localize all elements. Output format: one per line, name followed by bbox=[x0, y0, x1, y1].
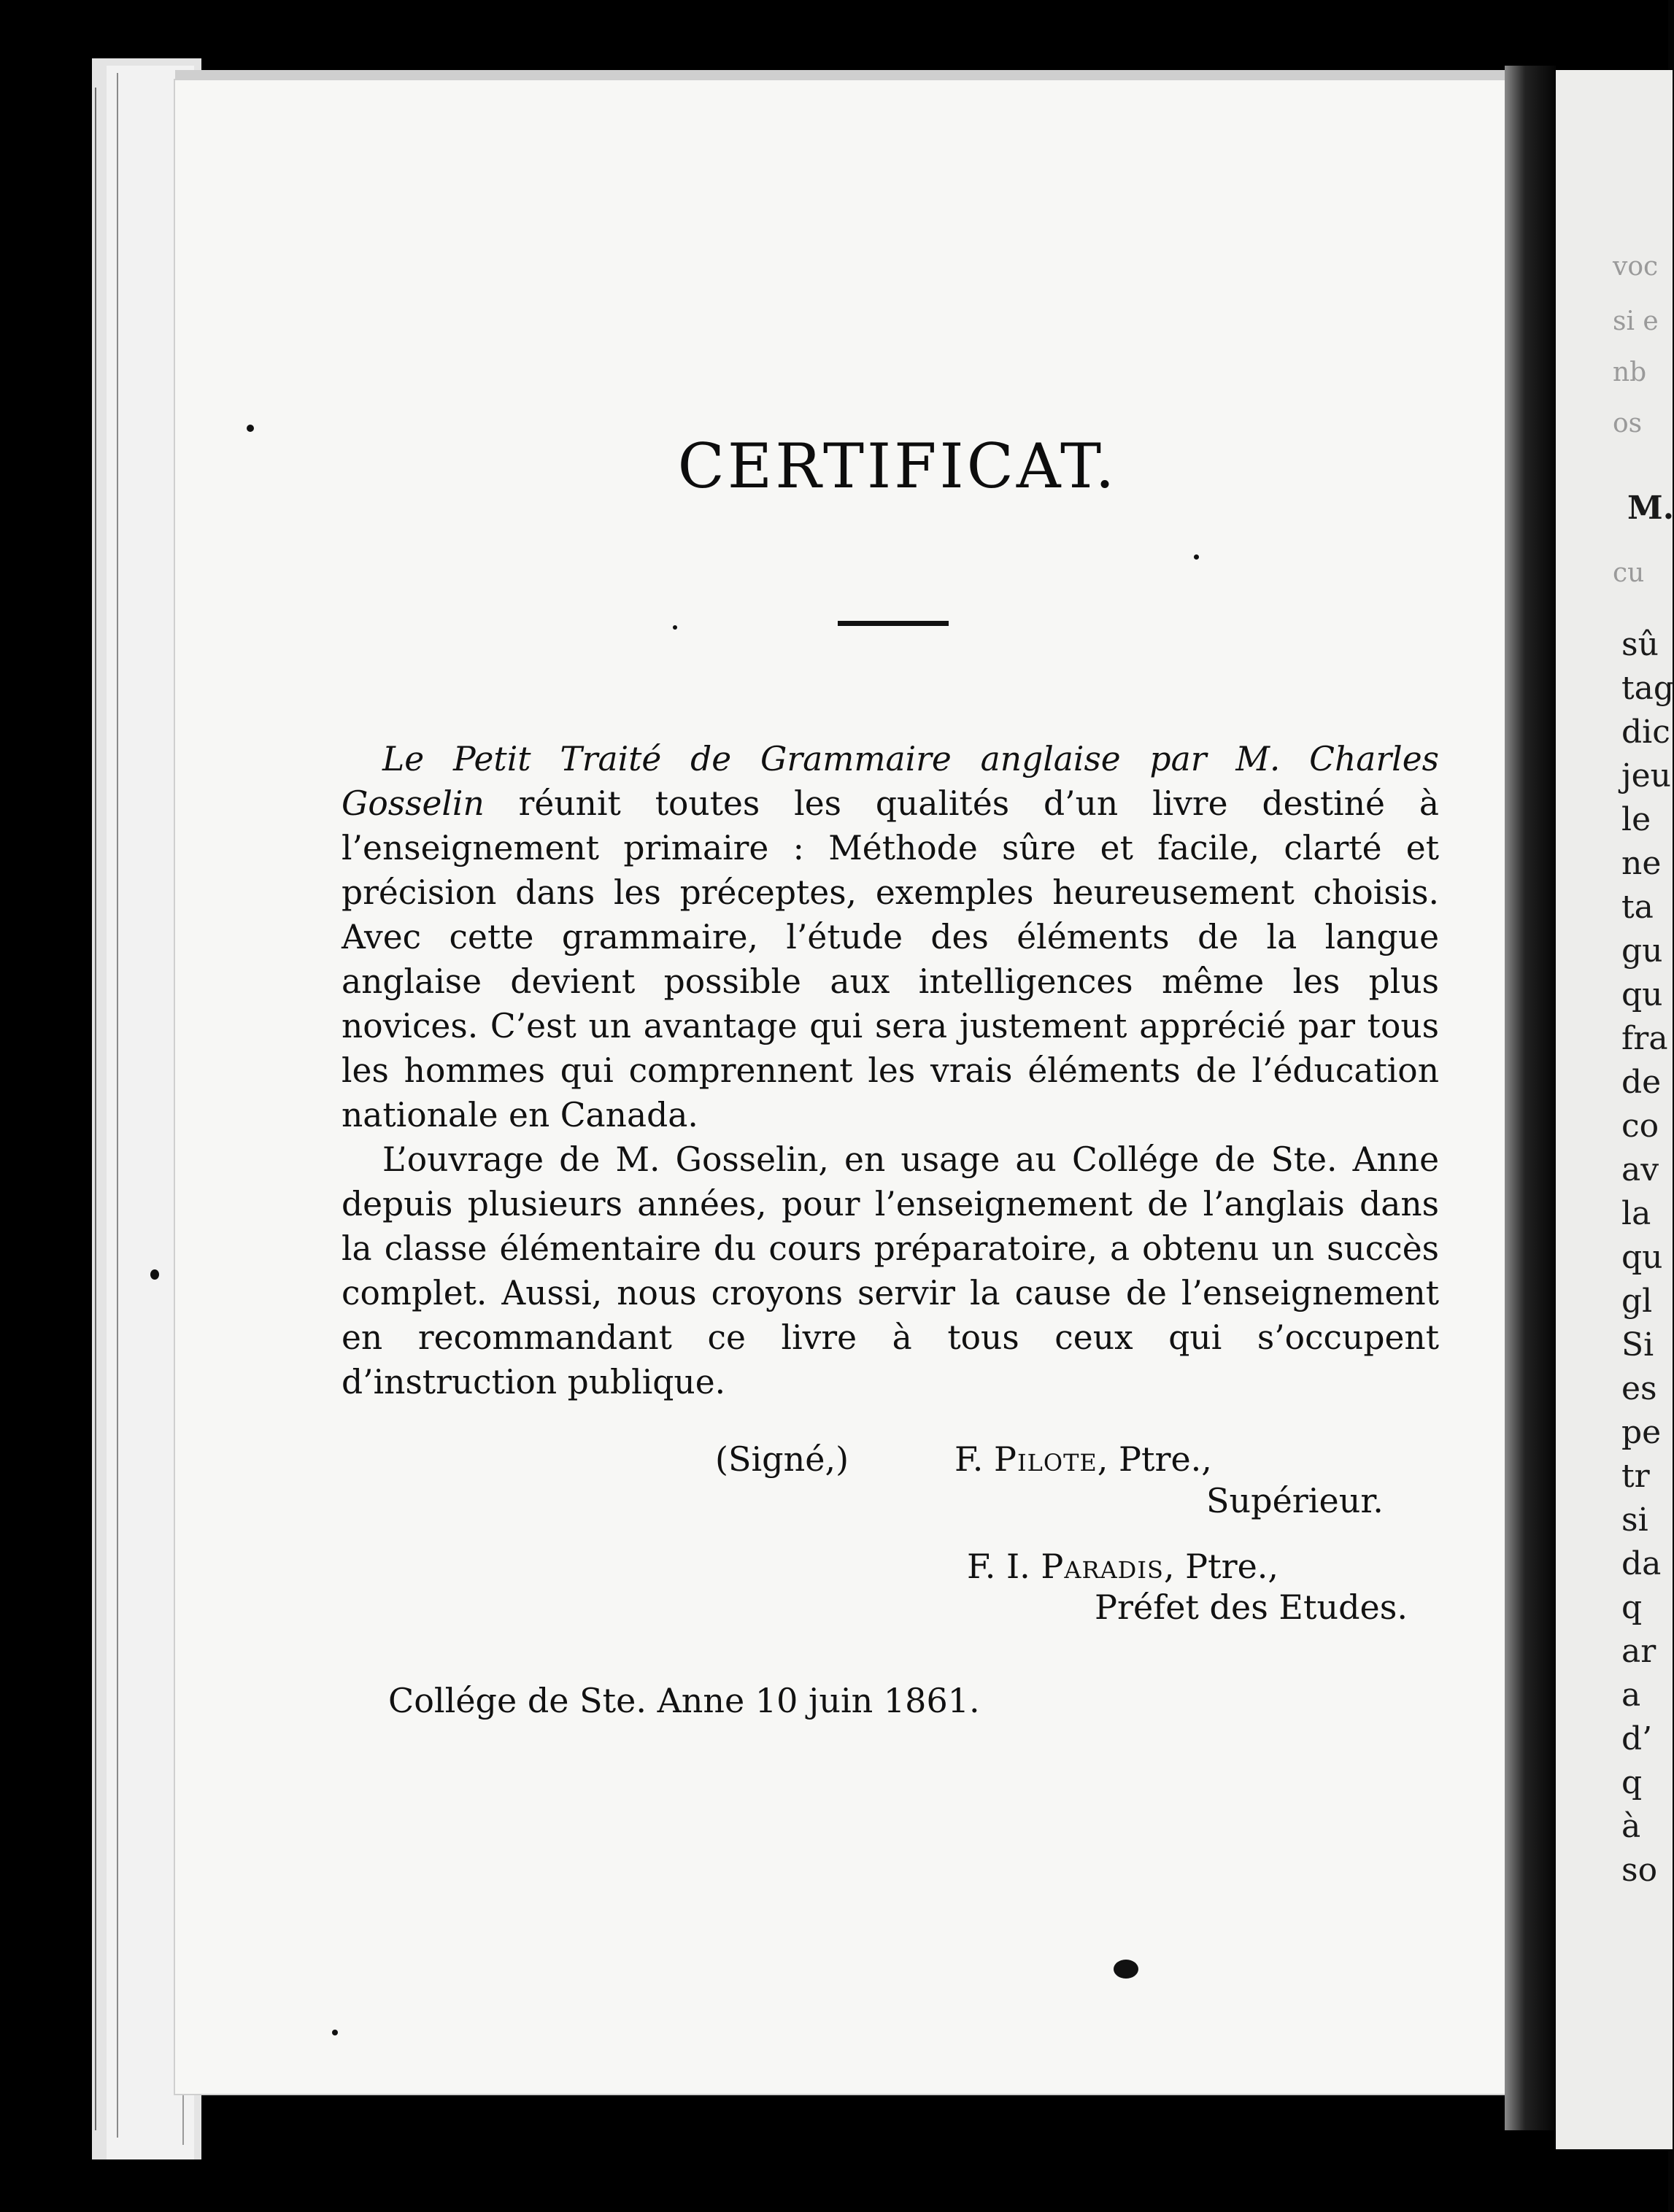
facing-line: q bbox=[1621, 1764, 1643, 1801]
page-edge-line bbox=[117, 73, 118, 2138]
signed-label: (Signé,) bbox=[715, 1439, 849, 1479]
facing-line: le bbox=[1621, 801, 1651, 838]
facing-line: tr bbox=[1621, 1458, 1650, 1495]
facing-line: la bbox=[1621, 1195, 1651, 1232]
book-gutter bbox=[1505, 66, 1556, 2130]
facing-line: fra bbox=[1621, 1020, 1668, 1057]
signatory-2-initial: F. I. bbox=[967, 1547, 1030, 1586]
signatory-1-name bbox=[954, 1439, 1212, 1479]
facing-page-bleed: cu bbox=[1613, 558, 1645, 588]
date-line: Collége de Ste. Anne 10 juin 1861. bbox=[388, 1681, 980, 1720]
certificate-body bbox=[342, 737, 1439, 1404]
page-edge-line bbox=[95, 88, 96, 2130]
facing-page-bleed: os bbox=[1613, 409, 1643, 438]
ink-speck bbox=[150, 1269, 159, 1280]
facing-line: de bbox=[1621, 1064, 1662, 1101]
facing-line: ta bbox=[1621, 889, 1654, 926]
facing-line: gl bbox=[1621, 1283, 1653, 1320]
facing-line: av bbox=[1621, 1151, 1659, 1188]
facing-line: co bbox=[1621, 1107, 1659, 1145]
facing-line: da bbox=[1621, 1545, 1662, 1582]
signatory-2-name bbox=[967, 1547, 1278, 1586]
facing-line: ar bbox=[1621, 1633, 1656, 1670]
signatory-2-title: Préfet des Etudes. bbox=[1095, 1588, 1408, 1627]
paragraph-1-text: réunit toutes les qualités d’un livre destiné à l’enseignement primaire : Méthode sûre et facile, clarté et précision dans les préceptes, exemples heureusement choisis. Avec cette grammaire, l’étude des éléments de la langue anglaise devient possible aux intelligences même les plus novices. C’est un avantage qui sera justement apprécié par tous les hommes qui comprennent les vrais éléments de l’éducation nationale en Canada. bbox=[342, 784, 1439, 1134]
page-title: CERTIFICAT. bbox=[677, 430, 1118, 502]
ink-blot bbox=[1114, 1960, 1138, 1979]
facing-page-bleed: nb bbox=[1613, 357, 1647, 387]
book-title-italic: Le Petit Traité de Grammaire anglaise par M. Charles Gosselin bbox=[342, 740, 1439, 823]
signatory-2-surname: Paradis bbox=[1041, 1547, 1164, 1586]
paragraph-1 bbox=[342, 737, 1439, 1137]
facing-line: so bbox=[1621, 1852, 1658, 1889]
facing-line: qu bbox=[1621, 1239, 1663, 1276]
facing-line: ne bbox=[1621, 845, 1662, 882]
facing-line: pe bbox=[1621, 1414, 1662, 1451]
signatory-2-suffix: , Ptre., bbox=[1163, 1547, 1279, 1586]
signatory-1-title: Supérieur. bbox=[1206, 1481, 1384, 1520]
ink-speck bbox=[247, 425, 254, 432]
facing-line: q bbox=[1621, 1589, 1643, 1626]
facing-line: es bbox=[1621, 1370, 1657, 1407]
facing-line: tag bbox=[1621, 670, 1674, 707]
ink-speck bbox=[1194, 554, 1199, 560]
facing-line: à bbox=[1621, 1808, 1641, 1845]
title-rule bbox=[838, 621, 949, 626]
facing-line: d’ bbox=[1621, 1720, 1653, 1757]
signatory-1-initial: F. bbox=[954, 1439, 984, 1479]
facing-line: gu bbox=[1621, 932, 1663, 970]
facing-line: a bbox=[1621, 1677, 1641, 1714]
facing-page-heading: M. bbox=[1627, 490, 1674, 527]
signatory-1-suffix: , Ptre., bbox=[1097, 1439, 1212, 1479]
signatory-1-surname: Pilote bbox=[994, 1439, 1098, 1479]
facing-line: sû bbox=[1621, 626, 1659, 663]
ink-speck bbox=[332, 2030, 338, 2035]
facing-line: jeu bbox=[1621, 757, 1672, 794]
ink-speck bbox=[673, 625, 677, 630]
facing-line: qu bbox=[1621, 976, 1663, 1013]
facing-line: si bbox=[1621, 1501, 1648, 1539]
facing-page-bleed: si e bbox=[1613, 306, 1659, 336]
facing-line: Si bbox=[1621, 1326, 1654, 1364]
facing-line: dic bbox=[1621, 714, 1670, 751]
paragraph-2: L’ouvrage de M. Gosselin, en usage au Collége de Ste. Anne depuis plusieurs années, pour l’enseignement de l’anglais dans la classe élémentaire du cours préparatoire, a obtenu un succès complet. Aussi, nous croyons servir la cause de l’enseignement en recommandant ce livre à tous ceux qui s’occupent d’instruction publique. bbox=[342, 1140, 1439, 1401]
facing-page-bleed: voc bbox=[1613, 252, 1659, 282]
